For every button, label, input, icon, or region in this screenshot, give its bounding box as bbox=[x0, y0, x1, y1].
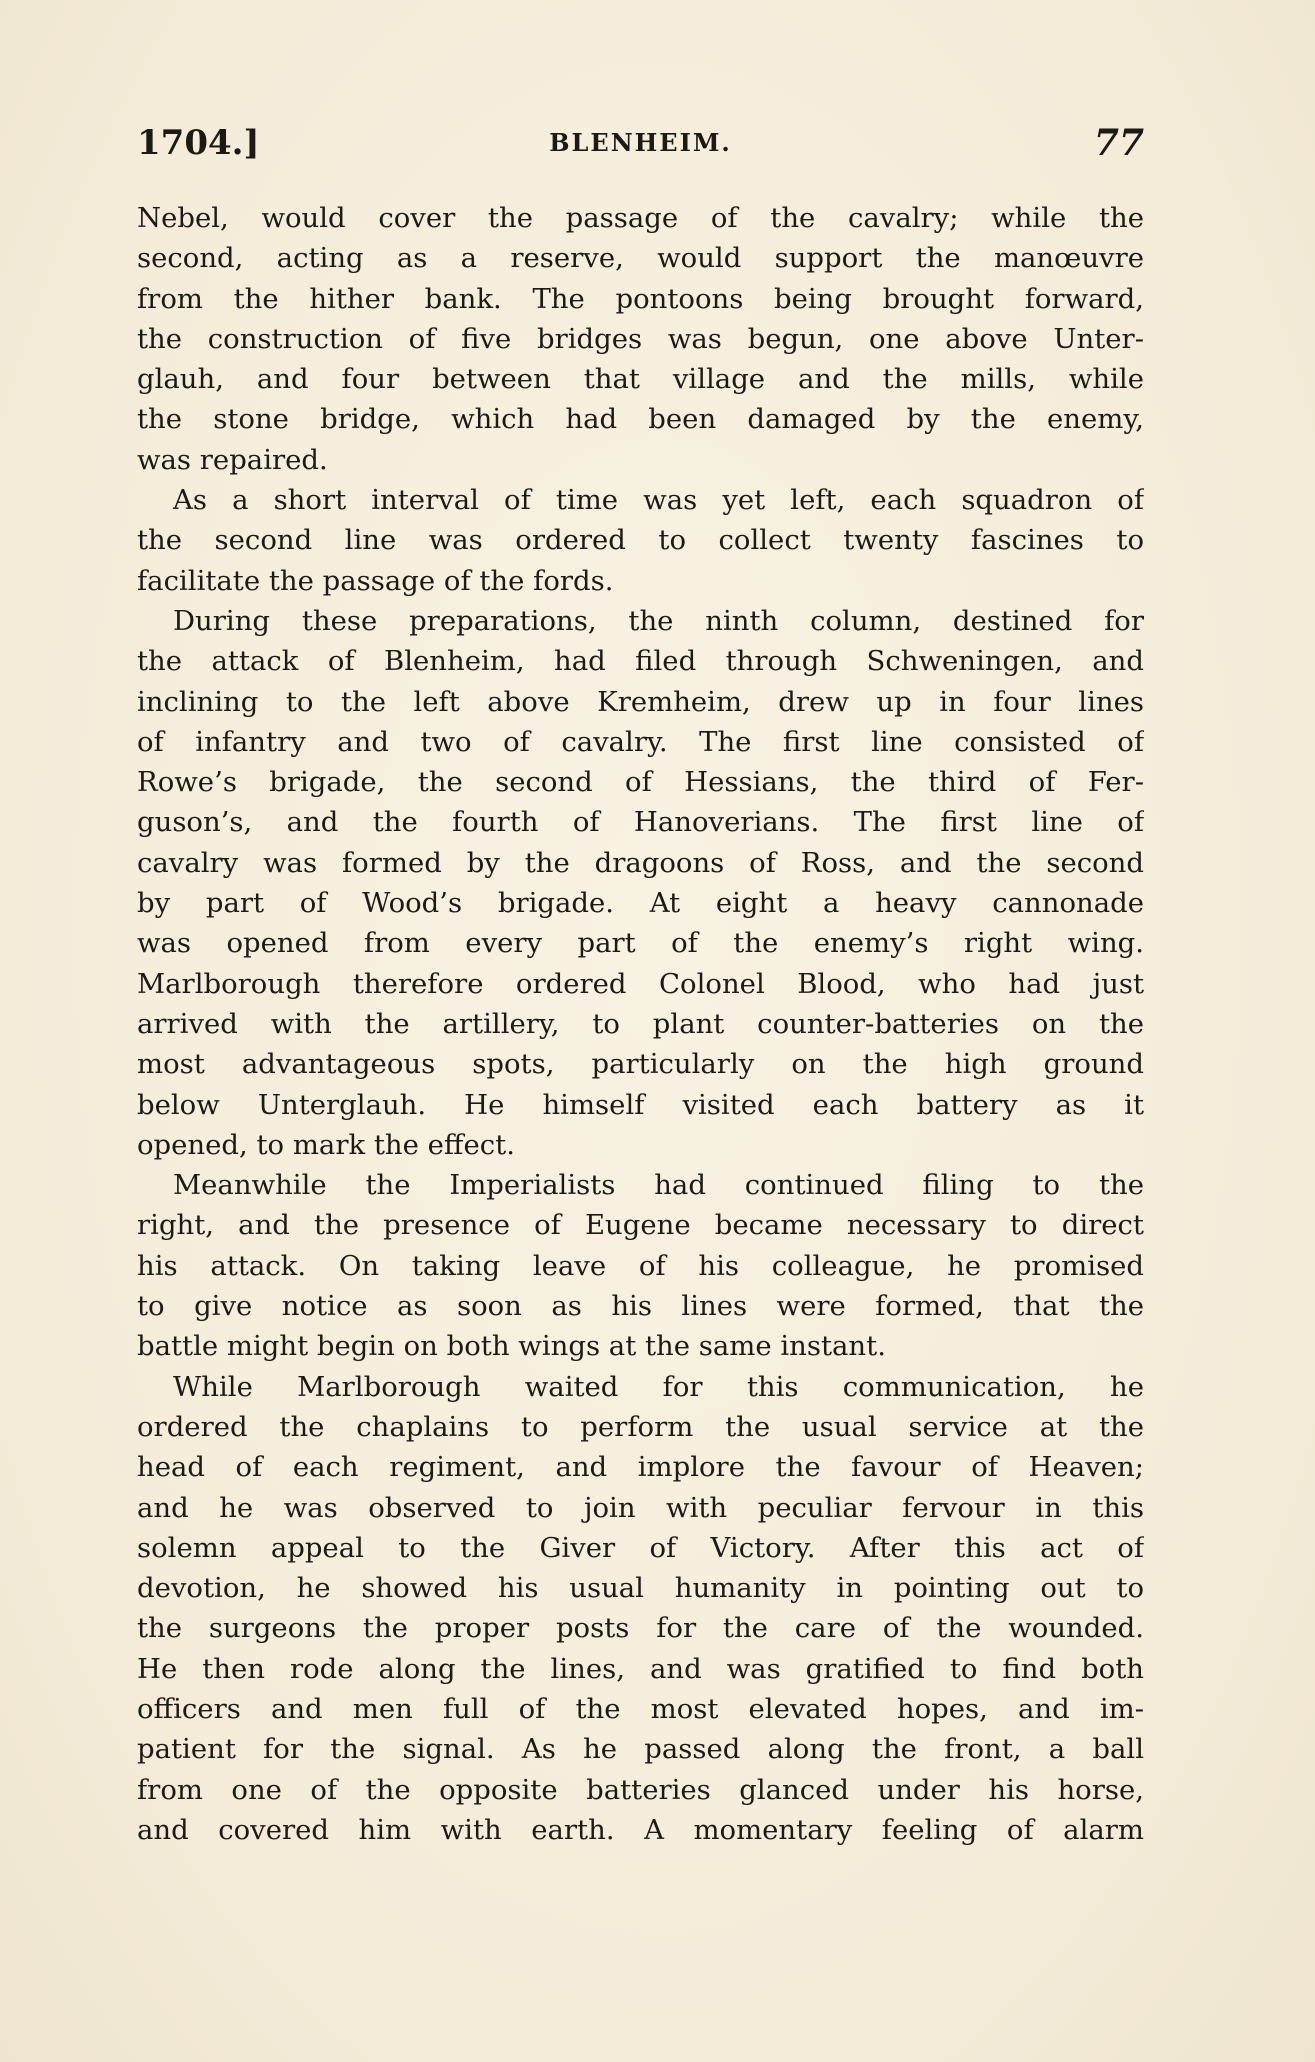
text-line: and covered him with earth. A momentary feeling of alarm bbox=[137, 1813, 1144, 1846]
text-line: Nebel, would cover the passage of the cavalry; while the bbox=[137, 202, 1144, 234]
text-line: the stone bridge, which had been damaged by the enemy, bbox=[137, 403, 1144, 436]
text-line: and he was observed to join with peculiar fervour in this bbox=[137, 1491, 1144, 1524]
text-line: battle might begin on both wings at the same instant. bbox=[137, 1330, 886, 1363]
text-line: the surgeons the proper posts for the care of the wounded. bbox=[137, 1612, 1144, 1645]
header-title: BLENHEIM. bbox=[549, 128, 732, 157]
text-line: his attack. On taking leave of his colleague, he promised bbox=[137, 1249, 1144, 1282]
text-line: devotion, he showed his usual humanity in pointing out to bbox=[137, 1572, 1144, 1605]
text-line: arrived with the artillery, to plant counter-batteries on the bbox=[137, 1007, 1144, 1040]
text-line: opened, to mark the effect. bbox=[137, 1128, 515, 1161]
text-line: the attack of Blenheim, had filed through Schweningen, and bbox=[137, 645, 1144, 678]
text-line: solemn appeal to the Giver of Victory. After this act of bbox=[137, 1531, 1144, 1564]
text-line: of infantry and two of cavalry. The first line consisted of bbox=[137, 725, 1144, 758]
page-number: 77 bbox=[1093, 122, 1144, 164]
text-line: to give notice as soon as his lines were formed, that the bbox=[137, 1290, 1144, 1323]
text-line: facilitate the passage of the fords. bbox=[137, 564, 614, 597]
text-line: most advantageous spots, particularly on the high ground bbox=[137, 1048, 1144, 1081]
text-line: below Unterglauh. He himself visited each battery as it bbox=[137, 1088, 1144, 1121]
text-line: glauh, and four between that village and the mills, while bbox=[137, 363, 1144, 396]
text-line: inclining to the left above Kremheim, drew up in four lines bbox=[137, 685, 1144, 718]
text-line: was opened from every part of the enemy’s right wing. bbox=[137, 927, 1144, 960]
text-line: Meanwhile the Imperialists had continued filing to the bbox=[173, 1169, 1144, 1202]
text-line: Marlborough therefore ordered Colonel Blood, who had just bbox=[137, 967, 1144, 1000]
text-line: patient for the signal. As he passed along the front, a ball bbox=[137, 1733, 1144, 1766]
text-line: head of each regiment, and implore the favour of Heaven; bbox=[137, 1451, 1144, 1484]
text-line: the construction of five bridges was begun, one above Unter- bbox=[137, 322, 1144, 355]
text-line: While Marlborough waited for this communication, he bbox=[173, 1370, 1144, 1403]
text-line: right, and the presence of Eugene became necessary to direct bbox=[137, 1209, 1144, 1242]
text-line: the second line was ordered to collect twenty fascines to bbox=[137, 524, 1144, 557]
text-line: from one of the opposite batteries glanced under his horse, bbox=[137, 1773, 1144, 1806]
text-line: During these preparations, the ninth column, destined for bbox=[173, 604, 1144, 637]
text-line: cavalry was formed by the dragoons of Ross, and the second bbox=[137, 846, 1144, 879]
text-line: by part of Wood’s brigade. At eight a heavy cannonade bbox=[137, 887, 1144, 920]
text-line: officers and men full of the most elevated hopes, and im- bbox=[137, 1692, 1144, 1725]
text-line: second, acting as a reserve, would support the manœuvre bbox=[137, 242, 1144, 275]
header-year: 1704.] bbox=[137, 123, 260, 163]
running-header bbox=[137, 118, 1144, 168]
text-line: guson’s, and the fourth of Hanoverians. The first line of bbox=[137, 806, 1144, 839]
text-line: from the hither bank. The pontoons being brought forward, bbox=[137, 282, 1144, 315]
text-line: Rowe’s brigade, the second of Hessians, the third of Fer- bbox=[137, 766, 1144, 799]
text-line: As a short interval of time was yet left, each squadron of bbox=[173, 484, 1144, 517]
text-line: ordered the chaplains to perform the usual service at the bbox=[137, 1410, 1144, 1443]
body-text bbox=[137, 198, 1144, 1850]
text-line: was repaired. bbox=[137, 443, 328, 476]
text-line: He then rode along the lines, and was gratified to find both bbox=[137, 1652, 1144, 1685]
